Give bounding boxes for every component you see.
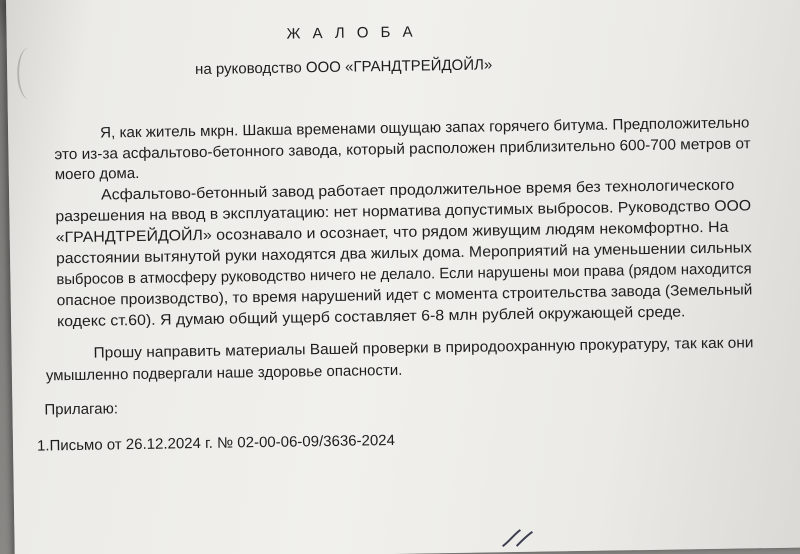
paragraph-2-line: опасное производство), то время нарушений идет с момента строительства завода (Земельный: [56, 281, 753, 310]
page-edge-mark: [17, 47, 42, 99]
document-title: Ж А Л О Б А: [286, 23, 417, 43]
paragraph-1-line: это из-за асфальтово-бетонного завода, который расположен приблизительно 600-700 метров от: [54, 135, 751, 164]
paragraph-2-line: «ГРАНДТРЕЙДОЙЛ» осознавало и осознает, что рядом живущим людям некомфортно. На: [55, 218, 729, 247]
paragraph-2-line: расстоянии вытянутой руки находятся два жилых дома. Мероприятий на уменьшении сильных: [55, 239, 752, 268]
paragraph-2-line: кодекс ст.60). Я думаю общий ущерб составляет 6-8 млн рублей окружающей среде.: [56, 303, 686, 331]
paragraph-2-line: Асфальтово-бетонный завод работает продолжительное время без технологического: [100, 176, 735, 204]
document-sheet: [6, 0, 800, 554]
document-subtitle: на руководство ООО «ГРАНДТРЕЙДОЙЛ»: [194, 56, 493, 79]
paragraph-1-line: моего дома.: [54, 164, 140, 184]
attachments-heading: Прилагаю:: [44, 400, 119, 419]
paragraph-2-line: выбросов в атмосферу руководство ничего не делало. Если нарушены мои права (рядом находится: [56, 260, 752, 289]
paragraph-1-line: Я, как житель мкрн. Шакша временами ощущаю запах горячего битума. Предположительно: [99, 114, 750, 142]
paragraph-3-line: умышленно подвергали наше здоровье опасности.: [45, 361, 403, 385]
paragraph-3-line: Прошу направить материалы Вашей проверки в природоохранную прокуратуру, так как они: [93, 334, 754, 362]
pen-mark: [500, 528, 534, 549]
paragraph-2-line: разрешения на ввод в эксплуатацию: нет норматива допустимых выбросов. Руководство ООО: [55, 197, 752, 226]
attachment-item: 1.Письмо от 26.12.2024 г. № 02-00-06-09/3636-2024: [36, 431, 396, 455]
